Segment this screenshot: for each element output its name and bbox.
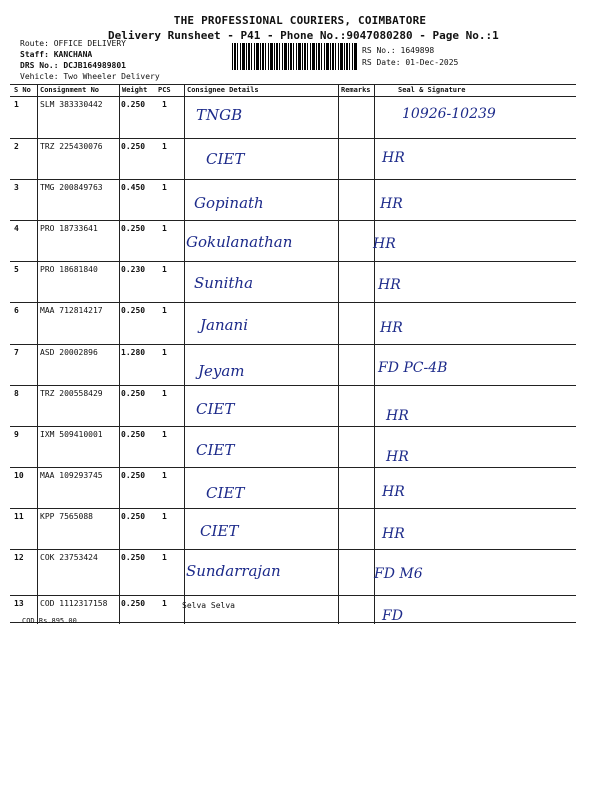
row-seal-signature: HR [382,150,405,166]
row-consignee-signature: Janani [200,316,249,334]
row-seal-signature: HR [386,449,409,465]
row-pcs: 1 [162,224,167,233]
row-consignment-no: IXM 509410001 [40,430,103,439]
row-consignment-no: MAA 712814217 [40,306,103,315]
row-consignment-no: TRZ 225430076 [40,142,103,151]
row-divider [10,508,576,509]
row-weight: 0.250 [121,306,146,315]
row-divider [10,549,576,550]
col-header-seal: Seal & Signature [398,86,466,94]
row-seal-signature: 10926-10239 [402,106,496,122]
row-seal-signature: HR [380,196,403,212]
row-pcs: 1 [162,306,167,315]
col-header-sno: S No [14,86,31,94]
rs-number: RS No.: 1649898 [362,46,435,55]
row-sno: 9 [14,430,19,439]
row-weight: 0.250 [121,471,146,480]
row-seal-signature: FD M6 [374,566,423,582]
row-consignment-no: TRZ 200558429 [40,389,103,398]
route-label: Route: OFFICE DELIVERY [20,39,126,48]
row-weight: 0.250 [121,553,146,562]
row-sno: 12 [14,553,24,562]
row-pcs: 1 [162,512,167,521]
row-sno: 13 [14,599,24,608]
row-weight: 0.450 [121,183,146,192]
vehicle-label: Vehicle: Two Wheeler Delivery [20,72,160,81]
row-weight: 0.250 [121,430,146,439]
row-consignee-signature: Gokulanathan [186,233,293,251]
row-seal-signature: HR [382,484,405,500]
row-divider [10,426,576,427]
row-pcs: 1 [162,599,167,608]
row-divider [10,302,576,303]
row-consignee-signature: CIET [206,484,245,502]
row-consignment-no: PRO 18681840 [40,265,98,274]
row-divider [10,385,576,386]
row-divider [10,261,576,262]
row-seal-signature: HR [378,277,401,293]
row-weight: 0.250 [121,389,146,398]
row-divider [10,595,576,596]
row-sno: 4 [14,224,19,233]
row-consignee-signature: Jeyam [198,362,245,380]
row-weight: 0.250 [121,224,146,233]
row-seal-signature: HR [380,320,403,336]
row-consignee-signature: Gopinath [194,194,264,212]
row-sno: 2 [14,142,19,151]
row-pcs: 1 [162,348,167,357]
row-pcs: 1 [162,142,167,151]
row-weight: 0.230 [121,265,146,274]
row-divider [10,179,576,180]
col-header-consignee: Consignee Details [187,86,259,94]
row-consignment-no: ASD 20002896 [40,348,98,357]
staff-label: Staff: KANCHANA [20,50,93,59]
row-divider [10,467,576,468]
col-header-weight: Weight [122,86,148,94]
col-header-pcs: PCS [158,86,171,94]
row-seal-signature: HR [382,526,405,542]
row-sno: 11 [14,512,24,521]
drs-label: DRS No.: DCJB164989801 [20,61,126,70]
row-sno: 3 [14,183,19,192]
col-header-remarks: Remarks [341,86,371,94]
row-weight: 0.250 [121,142,146,151]
row-pcs: 1 [162,430,167,439]
row-seal-signature: FD [382,608,403,624]
row-weight: 0.250 [121,100,146,109]
row-seal-signature: HR [386,408,409,424]
row-consignee-signature: CIET [196,400,235,418]
row-sno: 5 [14,265,19,274]
row-seal-signature: HR [373,236,396,252]
row-divider [10,344,576,345]
row-pcs: 1 [162,265,167,274]
row-consignment-no: PRO 18733641 [40,224,98,233]
row-weight: 0.250 [121,512,146,521]
runsheet-title: Delivery Runsheet - P41 - Phone No.:9047080280 - Page No.:1 [108,29,499,42]
row-divider [10,138,576,139]
barcode [232,43,358,70]
row-consignee-signature: CIET [196,441,235,459]
row-consignment-no: COD 1112317158 [40,599,108,608]
row-consignment-no: COK 23753424 [40,553,98,562]
row-sno: 7 [14,348,19,357]
row-divider [10,622,576,623]
row-consignee-name: Selva Selva [182,601,235,610]
company-title: THE PROFESSIONAL COURIERS, COIMBATORE [173,14,427,27]
row-sno: 10 [14,471,24,480]
row-pcs: 1 [162,389,167,398]
row-pcs: 1 [162,553,167,562]
rs-date: RS Date: 01-Dec-2025 [362,58,459,67]
row-sno: 1 [14,100,19,109]
row-pcs: 1 [162,471,167,480]
row-weight: 0.250 [121,599,146,608]
row-consignee-signature: CIET [200,522,239,540]
row-cod-amount: COD Rs.895.00 [22,617,77,625]
row-consignment-no: MAA 109293745 [40,471,103,480]
col-header-consignment: Consignment No [40,86,100,94]
row-consignee-signature: Sunitha [194,274,254,292]
row-sno: 8 [14,389,19,398]
row-consignment-no: SLM 383330442 [40,100,103,109]
row-sno: 6 [14,306,19,315]
row-consignee-signature: Sundarrajan [186,562,281,580]
row-pcs: 1 [162,183,167,192]
row-seal-signature: FD PC-4B [378,360,448,376]
row-weight: 1.280 [121,348,146,357]
row-consignment-no: KPP 7565088 [40,512,93,521]
row-pcs: 1 [162,100,167,109]
row-consignee-signature: TNGB [196,106,243,124]
row-consignee-signature: CIET [206,150,245,168]
row-consignment-no: TMG 200849763 [40,183,103,192]
row-divider [10,220,576,221]
